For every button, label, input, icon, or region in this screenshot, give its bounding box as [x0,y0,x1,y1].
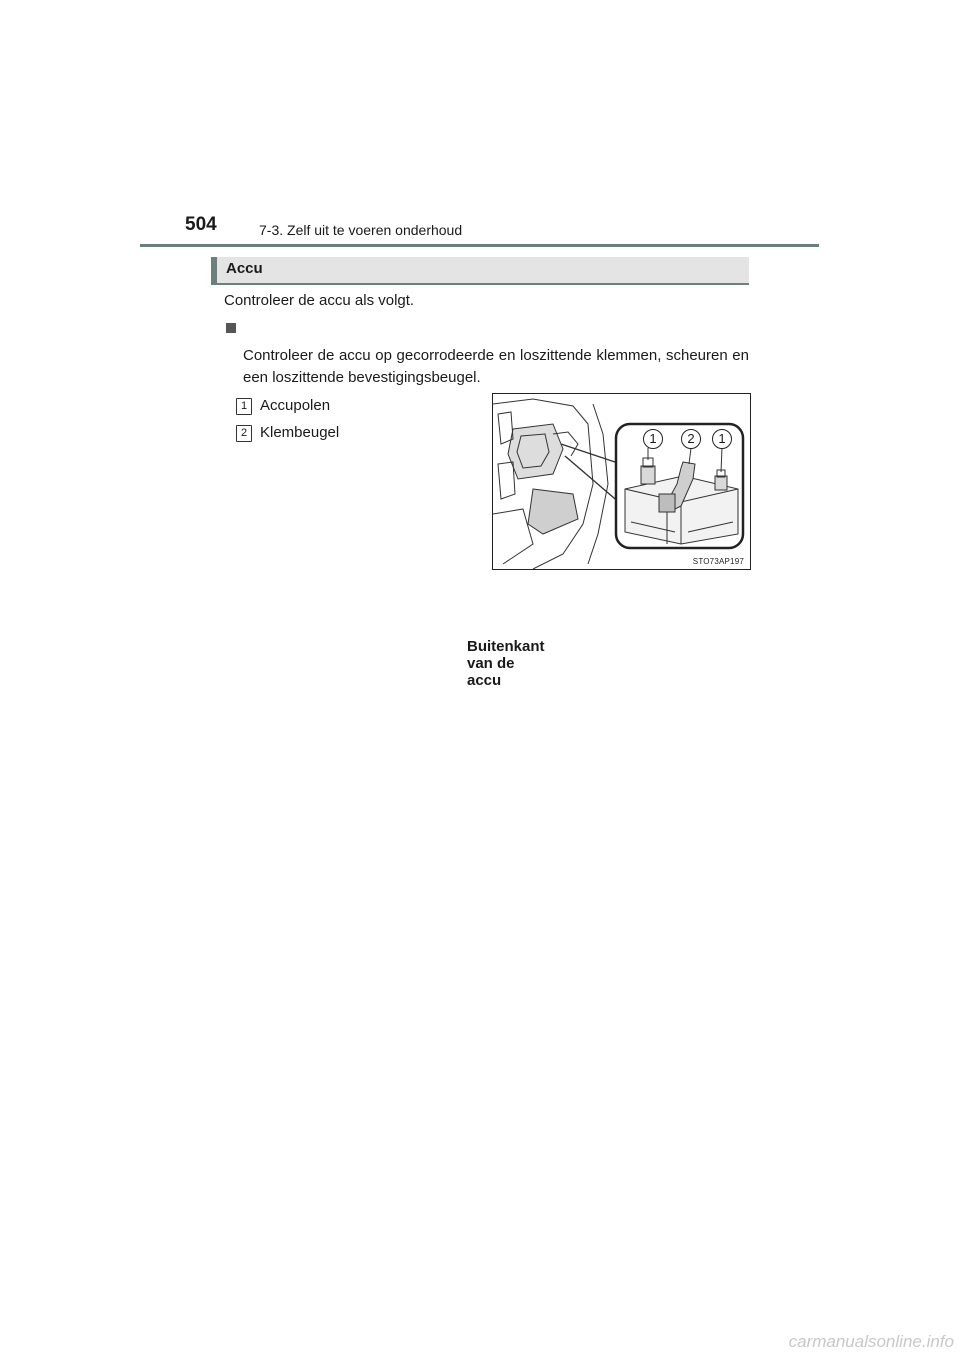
topic-bar-marker [211,257,217,285]
bullet-square-icon [226,323,236,333]
section-header: 7-3. Zelf uit te voeren onderhoud [259,222,463,238]
topic-title: Accu [226,260,263,277]
legend-number: 2 [236,425,252,442]
header-rule [140,244,819,247]
intro-text: Controleer de accu als volgt. [224,292,415,309]
legend-number: 1 [236,398,252,415]
legend-label: Accupolen [260,397,331,414]
watermark: carmanualsonline.info [788,1332,954,1351]
legend-label: Klembeugel [260,424,340,441]
sub-heading-text: Buitenkant van de accu [467,638,545,689]
figure-code: STO73AP197 [692,557,744,566]
battery-illustration [492,393,751,570]
page-number: 504 [185,214,217,235]
callout-terminal: 1 [643,429,663,449]
callout-bracket: 2 [681,429,701,449]
body-paragraph: Controleer de accu op gecorrodeerde en loszittende klemmen, scheuren en een loszittende bevestigingsbeugel. [243,347,749,386]
callout-terminal: 1 [712,429,732,449]
topic-bar [211,257,749,285]
engine-bay-drawing [493,394,750,569]
